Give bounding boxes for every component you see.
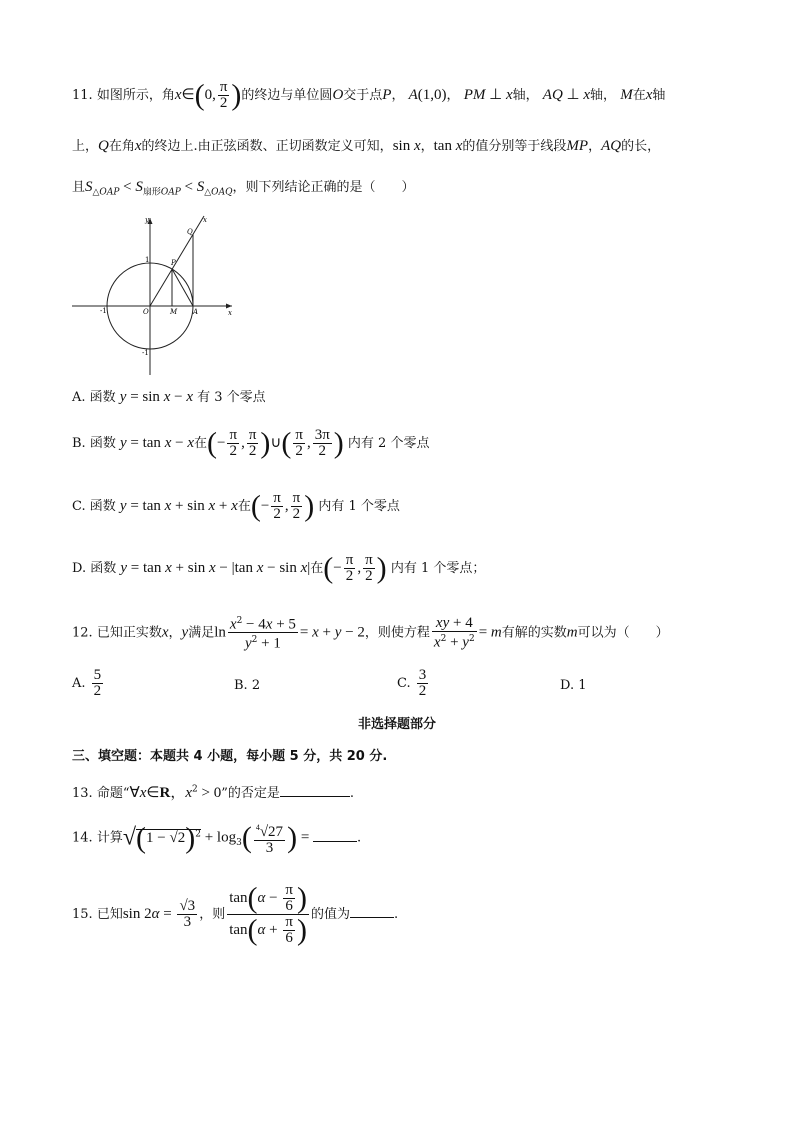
label-one: 1 (145, 256, 150, 264)
x-axis-arrow (226, 304, 232, 309)
label-a: A (193, 308, 199, 316)
q13: 13. 命题“∀x∈R，$x^2 > 0$”的否定是 . (72, 784, 355, 801)
q11-option-b: B. 函数 y = tan x − x在(− $\frac{\pi}{2}$ , $\frac{\pi}{2}$ )∪( $\frac{\pi}{2}$ , $\frac{3\pi}{2}$ ) 内有 2 个零点 (72, 426, 430, 460)
q12-number: 12. (72, 625, 93, 641)
terminal-ray (150, 216, 204, 306)
label-y: y (145, 216, 149, 224)
label-o: O (143, 308, 149, 316)
q14-answer-blank[interactable] (313, 829, 357, 842)
label-x: x (228, 309, 232, 317)
q11-option-c: C. 函数 y = tan x + sin x + x在(− $\frac{\pi}{2}$ , $\frac{\pi}{2}$ ) 内有 1 个零点 (72, 489, 400, 523)
q15-number: 15. (72, 907, 93, 922)
label-neg-one-x: -1 (100, 307, 107, 315)
q14-number: 14. (72, 830, 93, 846)
q12-option-d: D. 1 (560, 678, 587, 693)
label-ray: x (203, 216, 207, 224)
q11-line1: 11. 如图所示，角x∈(0, $\frac{\pi}{2}$ )的终边与单位圆O交于点P， A(1,0)， PM ⊥ x轴， AQ ⊥ x轴， M在x轴 (72, 78, 666, 112)
label-m: M (170, 308, 178, 316)
q12-option-b: B. 2 (234, 678, 261, 693)
q12-option-a: A. $\frac{5}{2}$ (72, 667, 102, 699)
q11-option-a: A. 函数 y = sin x − x 有 3 个零点 (72, 389, 266, 405)
q12-stem: 12. 已知正实数x，y满足ln $\frac{x^2 - 4x + 5}{y^2 + 1}$ = x + y − 2，则使方程 $\frac{xy + 4}{x^2 + y^2}$ = m有解的实数m可以为（ ） (72, 614, 669, 652)
label-neg-one-y: -1 (142, 349, 149, 357)
q15-answer-blank[interactable] (350, 905, 394, 918)
q11-line3: 且$S_{\triangle OAP} < S_{扇形OAP} < S_{\triangle OAQ}$，则下列结论正确的是（ ） (72, 179, 415, 198)
q11-number: 11. (72, 88, 93, 103)
label-p: P (171, 259, 176, 267)
q15: 15. 已知sin 2α = $\frac{√3}{3}$ ，则 tan(α − $\frac{\pi}{6}$ ) tan(α + $\frac{\pi}{6}$ ) 的值为 . (72, 881, 399, 947)
q11-option-d: D. 函数 y = tan x + sin x − |tan x − sin x|在(− $\frac{\pi}{2}$ , $\frac{\pi}{2}$ ) 内有 1 个零点； (72, 551, 486, 585)
q14: 14. 计算$√(1 - √2)^2 + \log_3$( $\frac{^4√27}{3}$ ) = . (72, 821, 362, 856)
q11-line2: 上，Q在角x的终边上.由正弦函数、正切函数定义可知，sin x，tan x的值分别等于线段MP，AQ的长， (72, 138, 661, 154)
part3-title: 三、填空题：本题共 4 小题，每小题 5 分，共 20 分. (72, 749, 388, 764)
section-title: 非选择题部分 (357, 717, 436, 732)
q13-number: 13. (72, 786, 93, 801)
label-q: Q (187, 228, 193, 236)
q13-answer-blank[interactable] (280, 784, 350, 797)
unit-circle-figure (72, 210, 242, 380)
segment-pa (172, 269, 193, 306)
q12-option-c: C. $\frac{3}{2}$ (397, 667, 427, 699)
